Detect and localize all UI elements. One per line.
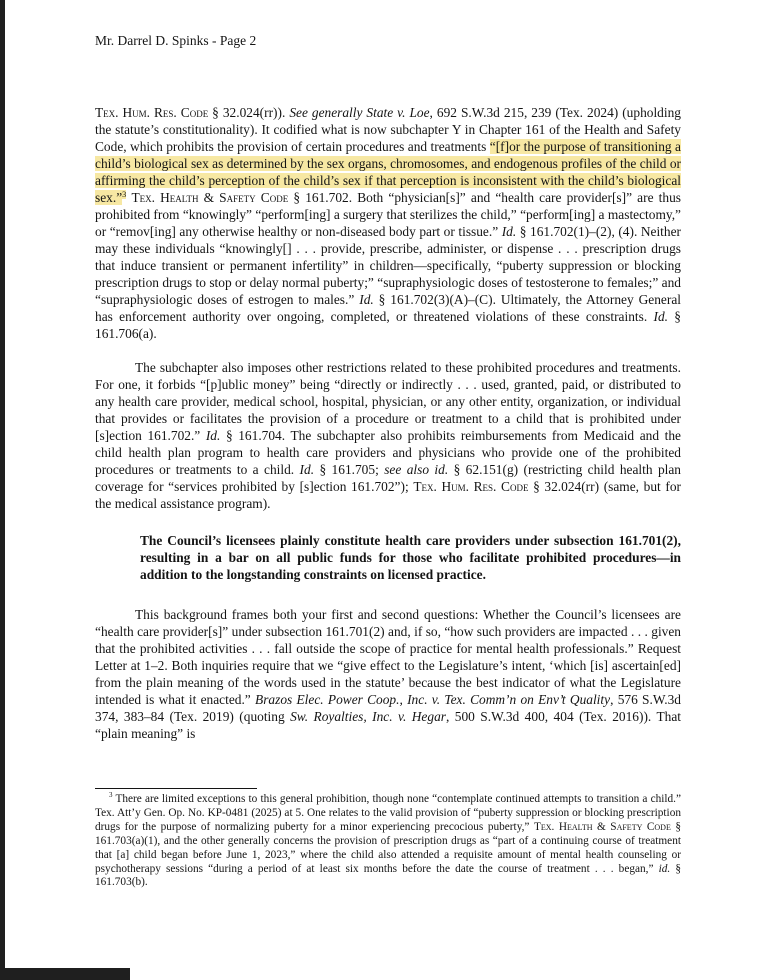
page-header: Mr. Darrel D. Spinks - Page 2 (95, 33, 257, 48)
text-run: Tex. Health & Safety Code (533, 820, 671, 833)
paragraph-funding-restrictions (95, 359, 681, 512)
text-run: Brazos Elec. Power Coop., Inc. v. Tex. Comm’n on Env’t Quality (255, 692, 611, 707)
text-run: § 62.151(g) (restricting child health plan coverage for “services prohibited by [s]ection 161.702”); (95, 462, 681, 494)
highlight-annotation[interactable]: “[f]or the purpose of transitioning a child’s biological sex as determined by the sex organs, chromosomes, and endogenous profiles of the child or affirming the child’s perception of the child’s sex if that perception is inconsistent with the child’s biological sex.” (95, 139, 681, 205)
footnote-separator-rule (95, 788, 257, 789)
text-run: § 161.706(a). (95, 309, 681, 341)
text-run: § 161.702. Both “physician[s]” and “health care provider[s]” are thus prohibited from “knowingly” “perform[ing] a surgery that sterilizes the child,” “perform[ing] a mastectomy,” or “remov[ing] any otherwise healthy or non-diseased body part or tissue.” (95, 190, 681, 239)
text-run: § 161.702(1)–(2), (4). Neither may these individuals “knowingly[] . . . provide, prescribe, administer, or dispense . . . prescription drugs that induce transient or permanent infertility” in children—specifically, “puberty suppression or blocking prescription drugs to stop or delay normal puberty;” “supraphysiologic doses of testosterone to females;” and “supraphysiologic doses of estrogen to males.” (95, 224, 681, 307)
text-run: see also id. (384, 462, 449, 477)
text-run: § 161.705; (314, 462, 385, 477)
text-run: § 161.704. The subchapter also prohibits reimbursements from Medicaid and the child health plan program to health care providers and physicians who provide one of the prohibited procedures or treatments to a child. (95, 428, 681, 477)
text-run: There are limited exceptions to this general prohibition, though none “contemplate continued attempts to transition a child.” Tex. Att’y Gen. Op. No. KP-0481 (2025) at 5. One relates to the valid provision of “puberty suppression or blocking prescription drugs for the purpose of normalizing puberty for a minor experiencing precocious puberty,” (95, 793, 681, 833)
text-run: 3 (109, 791, 113, 800)
text-run: See generally State v. Loe (289, 105, 430, 120)
text-run: Id. (359, 292, 374, 307)
text-run: Id. (299, 462, 315, 477)
text-run: This background frames both your first and second questions: Whether the Council’s licensees are “health care provider[s]” under subsection 161.701(2) and, if so, “how such providers are impacted . . . given that the prohibited activities . . . fall outside the scope of practice for mental health professionals.” Request Letter at 1–2. Both inquiries require that we “give effect to the Legislature’s intent, ‘which [is] ascertain[ed] from the plain meaning of the words used in the statute’ because the best indicator of what the Legislature intended is what it enacted.” (95, 607, 681, 707)
text-run: The subchapter also imposes other restrictions related to these prohibited procedures and treatments. For one, it forbids “[p]ublic money” being “directly or indirectly . . . used, granted, paid, or distributed to any health care provider, medical school, hospital, physician, or any other entity, organization, or individual that provides or facilitates the provision of a procedure or treatment to a child that is prohibited under [s]ection 161.702.” (95, 360, 681, 443)
text-run: § 161.702(3)(A)–(C). Ultimately, the Attorney General has enforcement authority over ongoing, completed, or threatened violations of these constraints. (95, 292, 681, 324)
text-run: Tex. Health & Safety Code (131, 190, 289, 205)
text-run: Id. (501, 224, 517, 239)
text-run: Tex. Hum. Res. Code (413, 479, 529, 494)
text-run: Id. (653, 309, 669, 324)
highlight-annotation[interactable]: 3 (122, 189, 127, 199)
text-run: § 161.703(b). (95, 862, 682, 889)
text-run: , 692 S.W.3d 215, 239 (Tex. 2024) (upholding the statute’s constitutionality). It codified what is now subchapter Y in Chapter 161 of the Health and Safety Code, which prohibits the provision of certain procedures and treatments (95, 105, 681, 154)
text-run: Sw. Royalties, Inc. v. Hegar (290, 709, 446, 724)
footnote-3 (95, 793, 681, 890)
paragraph-statute-background (95, 104, 681, 342)
text-run: § 32.024(rr)). (208, 105, 290, 120)
text-run: id. (658, 862, 671, 875)
viewer-left-edge (0, 0, 5, 980)
text-run: The Council’s licensees plainly constitute health care providers under subsection 161.701(2), resulting in a bar on all public funds for those who facilitate prohibited procedures—in addition to the longstanding constraints on licensed practice. (140, 533, 681, 582)
document-body (95, 104, 681, 742)
text-run: § 32.024(rr) (same, but for the medical assistance program). (95, 479, 681, 511)
text-run: , 576 S.W.3d 374, 383–84 (Tex. 2019) (quoting (95, 692, 681, 724)
viewer-bottom-edge (0, 968, 130, 980)
text-run: Id. (205, 428, 221, 443)
text-run: , 500 S.W.3d 400, 404 (Tex. 2016)). That “plain meaning” is (95, 709, 681, 741)
paragraph-holding-summary (140, 532, 681, 583)
text-run: Tex. Hum. Res. Code (95, 105, 209, 120)
paragraph-questions-framing (95, 606, 681, 742)
text-run: § 161.703(a)(1), and the other generally concerns the provision of prescription drugs as “part of a continuing course of treatment that [a] child began before June 1, 2023,” where the child also attended a requisite amount of mental health counseling or psychotherapy sessions “during a period of at least six months before the date the course of treatment . . . began,” (95, 820, 681, 875)
